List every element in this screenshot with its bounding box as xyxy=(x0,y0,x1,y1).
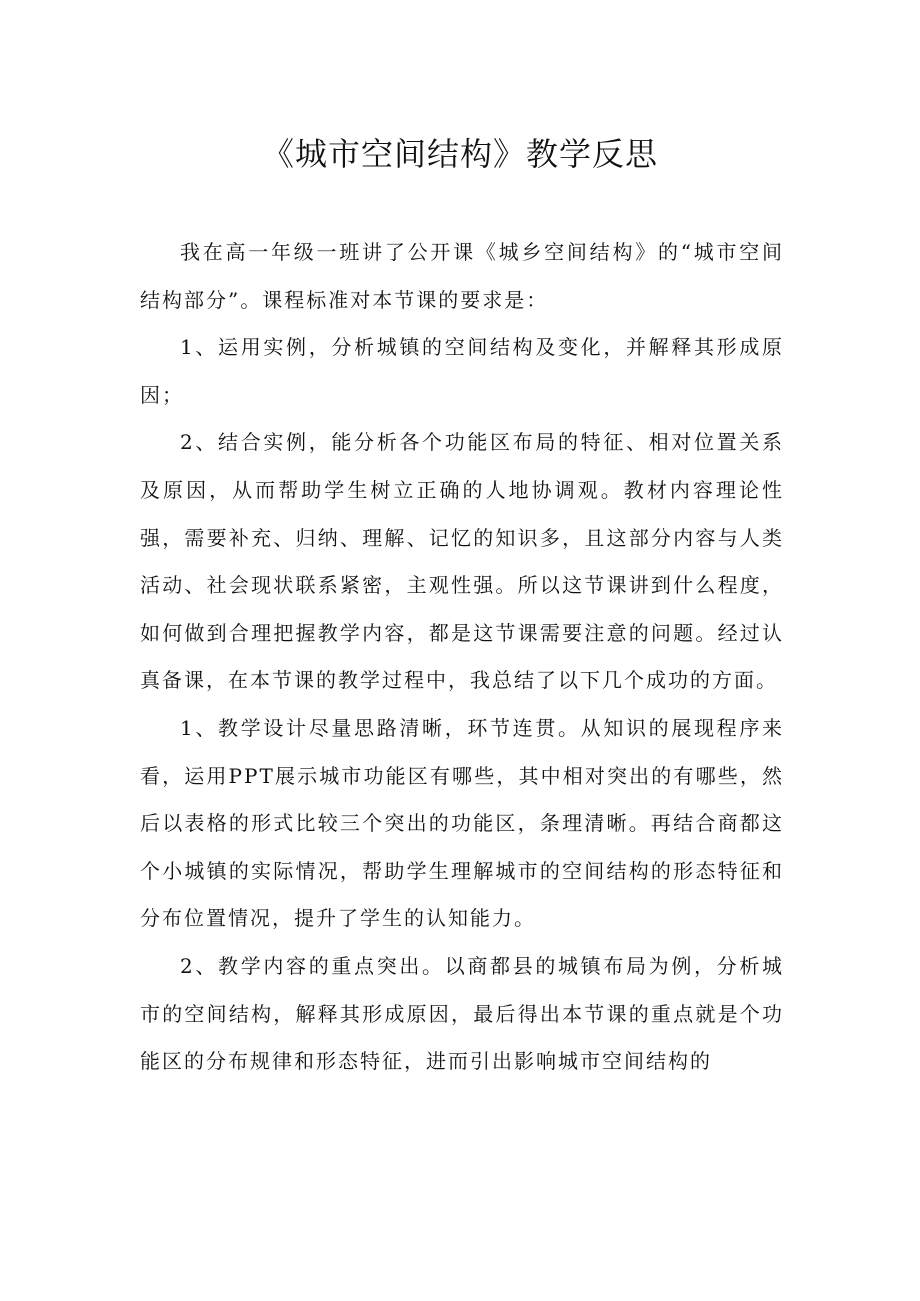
paragraph-intro: 我在高一年级一班讲了公开课《城乡空间结构》的“城市空间结构部分”。课程标准对本节课的要求是： xyxy=(140,240,784,312)
paragraph-success-2: 2、教学内容的重点突出。以商都县的城镇布局为例，分析城市的空间结构，解释其形成原因，最后得出本节课的重点就是个功能区的分布规律和形态特征，进而引出影响城市空间结构的 xyxy=(140,953,784,1074)
document-body xyxy=(140,229,784,1086)
paragraph-requirement-1: 1、运用实例，分析城镇的空间结构及变化，并解释其形成原因； xyxy=(140,335,784,407)
paragraph-success-1: 1、教学设计尽量思路清晰，环节连贯。从知识的展现程序来看，运用PPT展示城市功能区有哪些，其中相对突出的有哪些，然后以表格的形式比较三个突出的功能区，条理清晰。再结合商都这个小城镇的实际情况，帮助学生理解城市的空间结构的形态特征和分布位置情况，提升了学生的认知能力。 xyxy=(140,715,784,931)
document-title: 《城市空间结构》教学反思 xyxy=(261,135,658,173)
paragraph-requirement-2: 2、结合实例，能分析各个功能区布局的特征、相对位置关系及原因，从而帮助学生树立正确的人地协调观。教材内容理论性强，需要补充、归纳、理解、记忆的知识多，且这部分内容与人类活动、社会现状联系紧密，主观性强。所以这节课讲到什么程度，如何做到合理把握教学内容，都是这节课需要注意的问题。经过认真备课，在本节课的教学过程中，我总结了以下几个成功的方面。 xyxy=(140,430,784,693)
